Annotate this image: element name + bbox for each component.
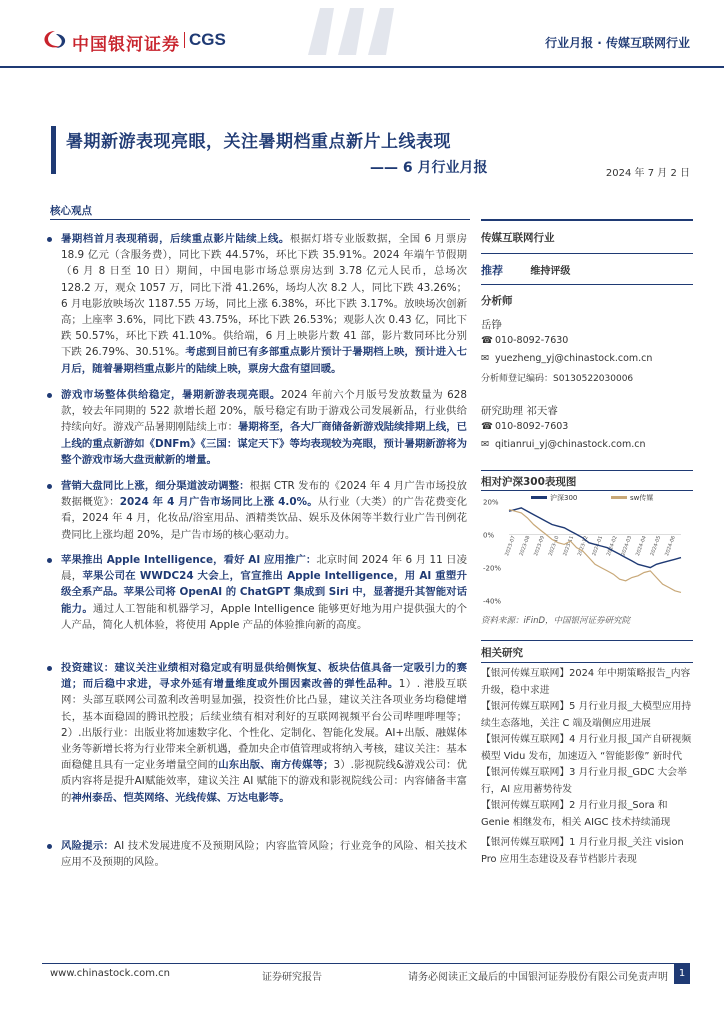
bullet-conclusion: 2024 年 4 月广告市场同比上涨 4.0%。 — [119, 496, 318, 509]
galaxy-logo-icon — [42, 29, 68, 51]
core-views-heading: 核心观点 — [50, 205, 92, 217]
analyst-phone: 010-8092-7630 — [495, 335, 569, 346]
y-tick-label: 0% — [483, 531, 495, 540]
legend-swatch — [611, 496, 627, 499]
bullet-dot — [47, 558, 52, 563]
analyst-email[interactable]: yuezheng_yj@chinastock.com.cn — [495, 353, 653, 364]
brand-name-en: CGS — [189, 30, 226, 49]
chart-top-rule — [481, 470, 693, 471]
bullet-marketing — [61, 478, 467, 543]
x-tick-label: 2023-09 — [533, 535, 546, 557]
bullet-lead: 苹果推出 Apple Intelligence，看好 AI 应用推广： — [61, 554, 317, 566]
related-item[interactable]: 【银河传媒互联网】1 月行业月报_关注 vision Pro 应用生态建设及春节档影片表现 — [481, 837, 684, 865]
x-tick-label: 2024-01 — [591, 535, 605, 557]
sidebar-top-rule — [481, 219, 693, 221]
chart-heading-rule — [481, 490, 693, 491]
legend-label: sw传媒 — [630, 494, 654, 502]
bullet-apple — [61, 552, 467, 633]
page-number: 1 — [674, 964, 690, 984]
bullet-lead: 游戏市场整体供给稳定，暑期新游表现亮眼。 — [61, 389, 281, 401]
bullet-body: 2024 年前六个月版号发放数量为 628 款，较去年同期的 522 款增长超 20%，版号稳定有助于游戏公司发展新品，行业供给持续向好。游戏产品暑期刚陆续上市： — [61, 389, 467, 434]
bullet-dot — [47, 484, 52, 489]
bullet-body-2: 通过人工智能和机器学习，Apple Intelligence 能够更好地为用户提供强大的个人产品，简化人机体验，将使用 Apple 产品的体验推向新的高度。 — [61, 602, 468, 631]
bullet-highlight-2: 神州泰岳、恺英网络、光线传媒、万达电影等。 — [71, 791, 290, 804]
mail-icon: ✉ — [481, 439, 489, 450]
rating-value: 维持评级 — [530, 266, 571, 277]
y-tick-label: -40% — [483, 597, 502, 606]
phone-icon: ☎ — [481, 335, 493, 346]
relative-performance-chart — [481, 492, 693, 612]
x-tick-label: 2023-12 — [576, 535, 590, 557]
phone-icon: ☎ — [481, 421, 493, 432]
x-tick-label: 2024-05 — [649, 535, 663, 557]
bullet-body-2: 从行业（大类）的广告花费变化看，2024 年 4 月，化妆品/浴室用品、酒精类饮品、娱乐及休闲等半数行业广告刊例花费同比上涨均超 20%，是广告市场的核心驱动力。 — [61, 496, 467, 541]
assistant-phone-row — [481, 421, 691, 432]
footer-url[interactable]: www.chinastock.com.cn — [50, 968, 170, 979]
analyst-cert: 分析师登记编码：S0130522030006 — [481, 374, 634, 384]
chart-source: 资料来源：iFinD，中国银河证券研究院 — [481, 616, 631, 626]
analyst-heading: 分析师 — [481, 295, 513, 307]
bullet-risk — [61, 838, 467, 870]
bullet-conclusion: 考虑到目前已有多部重点影片预计于暑期档上映，预计进入七月后，随着暑期档重点影片的陆续上映，票房大盘有望回暖。 — [61, 346, 467, 375]
x-tick-label: 2023-08 — [518, 535, 532, 557]
bullet-body: 1）. 港股互联网：头部互联网公司盈利改善明显加强，投资性价比凸显，建议关注各项业务均稳健增长，基本面稳固的腾讯控股；后续业绩有相对利好的互联网视频平台公司哔哩哔哩等；2）.出版行业：出版业将加速数字化、个性化、定制化、智能化发展。AI+出版、融媒体业务等新增长将为行业带来全新机遇，叠加央企市值管理或将纳入考核，建议关注：基本面稳健且具有一定业务增量空间的 — [61, 678, 468, 772]
related-item[interactable]: 【银河传媒互联网】5 月行业月报_大模型应用持续生态落地，关注 C 端及端侧应用进展 — [481, 701, 692, 729]
x-tick-label: 2023-10 — [547, 535, 561, 557]
bullet-lead: 营销大盘同比上涨，细分渠道波动调整： — [61, 480, 250, 492]
assistant-phone: 010-8092-7603 — [495, 421, 569, 432]
bullet-dot — [47, 666, 52, 671]
bullet-dot — [47, 844, 52, 849]
bullet-games — [61, 387, 467, 468]
related-heading-rule — [481, 662, 693, 663]
sidebar-rule-1 — [481, 253, 693, 254]
sidebar-rule-2 — [481, 284, 693, 285]
related-top-rule — [481, 640, 693, 641]
bullet-body: 根据 CTR 发布的《2024 年 4 月广告市场投放数据概览》： — [61, 480, 468, 509]
x-tick-label: 2024-04 — [634, 535, 648, 557]
x-tick-label: 2024-06 — [664, 535, 677, 557]
x-tick-label: 2024-03 — [620, 535, 634, 557]
report-subtitle: —— 6 月行业月报 — [370, 160, 488, 176]
bullet-conclusion: 建议关注业绩相对稳定或有明显供给侧恢复、板块估值具备一定吸引力的赛道；而后稳中求进，寻求外延有增量维度或外围因素改善的弹性品种。 — [61, 662, 468, 691]
bullet-conclusion: 暑期将至，各大厂商储备新游戏陆续排期上线，已上线的重点新游如《DNFm》《三国：谋定天下》等均表现较为亮眼，预计暑期新游将为整个游戏市场大盘贡献新的增量。 — [61, 421, 467, 466]
footer-rule — [42, 963, 690, 964]
bullet-lead: 暑期档首月表现稍弱，后续重点影片陆续上线。 — [61, 233, 290, 245]
watermark — [298, 0, 408, 64]
bullet-body-2: 3）.影视院线&游戏公司：优质内容将是提升AI赋能效率，建议关注 AI 赋能下的游戏和影视院线公司：内容储备丰富的 — [61, 759, 468, 804]
bullet-dot — [47, 237, 52, 242]
x-tick-label: 2024-02 — [605, 535, 619, 557]
bullet-body: AI 技术发展进度不及预期风险；内容监管风险；行业竞争的风险、相关技术应用不及预期的风险。 — [61, 840, 467, 869]
footer-label: 证券研究报告 — [262, 972, 322, 983]
analyst-name: 岳铮 — [481, 319, 502, 331]
assistant-email[interactable]: qitianrui_yj@chinastock.com.cn — [495, 439, 646, 450]
bullet-conclusion: 苹果公司在 WWDC24 大会上，官宣推出 Apple Intelligence，用 AI 重塑升级全系产品。苹果公司将 OpenAI 的 ChatGPT 集成到 Siri 中，显著提升其智能对话能力。 — [61, 570, 468, 615]
header-rule — [0, 66, 724, 68]
related-item[interactable]: 【银河传媒互联网】4 月行业月报_国产自研视频模型 Vidu 发布，加速迈入 “智能影像” 新时代 — [481, 734, 692, 762]
bullet-body: 北京时间 2024 年 6 月 11 日凌晨， — [61, 554, 467, 583]
brand-name-cn: 中国银河证券 — [72, 35, 180, 55]
x-tick-label: 2023-07 — [504, 535, 517, 557]
sidebar-industry: 传媒互联网行业 — [481, 232, 555, 244]
analyst-email-row — [481, 353, 691, 364]
y-tick-label: -20% — [483, 564, 502, 573]
related-item[interactable]: 【银河传媒互联网】3 月行业月报_GDC 大会举行，AI 应用蓄势待发 — [481, 767, 687, 795]
mail-icon: ✉ — [481, 353, 489, 364]
x-tick-label: 2023-11 — [562, 535, 576, 557]
rating-label: 推荐 — [481, 264, 503, 277]
report-type: 行业月报 · 传媒互联网行业 — [545, 36, 690, 50]
analyst-phone-row — [481, 335, 691, 346]
brand-logo — [42, 29, 262, 53]
bullet-lead: 风险提示： — [61, 840, 115, 852]
legend-swatch — [531, 496, 547, 499]
assistant-name: 研究助理 祁天睿 — [481, 405, 558, 417]
related-item[interactable]: 【银河传媒互联网】2 月行业月报_Sora 和 Genie 相继发布，相关 AIGC 技术持续涌现 — [481, 800, 671, 828]
bullet-lead: 投资建议： — [61, 662, 115, 674]
legend-label: 沪深300 — [550, 494, 578, 502]
bullet-body: 根据灯塔专业版数据，全国 6 月票房 18.9 亿元（含服务费），同比下跌 44.57%，环比下跌 35.91%。2024 年端午节假期（6 月 8 日至 10 日）期间，中国电影市场总票房达到 3.78 亿元人民币，总场次 128.2 万，观众 1057 万，同比下滑 41.26%，场均人次 8.2 人，同比下跌 43.26%；6 月电影放映场次 1187.55 万场，同比上涨 6.38%，环比下跌 3.17%。放映场次创新高；上座率 3.6%，同比下跌 43.75%，环比下跌 26.53%；观影人次 0.43 亿，同比下跌 50.57%，环比下跌 41.10%。供给端，6 月上映影片数 41 部，影片数同环比分别下跌 26.79%、30.51%。 — [61, 233, 467, 359]
bullet-film — [61, 231, 467, 377]
core-views-rule — [50, 219, 470, 220]
title-bar-accent — [51, 126, 56, 174]
report-title: 暑期新游表现亮眼，关注暑期档重点新片上线表现 — [66, 132, 451, 152]
y-tick-label: 20% — [483, 498, 499, 507]
chart-heading: 相对沪深300表现图 — [481, 476, 577, 488]
bullet-dot — [47, 393, 52, 398]
related-item[interactable]: 【银河传媒互联网】2024 年中期策略报告_内容升级，稳中求进 — [481, 668, 691, 696]
brand-divider — [184, 32, 185, 48]
rating-row — [481, 262, 691, 278]
assistant-email-row — [481, 439, 691, 450]
bullet-highlight: 山东出版、南方传媒等； — [218, 759, 334, 772]
footer-disclaimer: 请务必阅读正文最后的中国银河证券股份有限公司免责声明 — [408, 972, 668, 983]
related-heading: 相关研究 — [481, 647, 523, 659]
bullet-investment — [61, 660, 467, 806]
report-date: 2024 年 7 月 2 日 — [605, 168, 690, 179]
